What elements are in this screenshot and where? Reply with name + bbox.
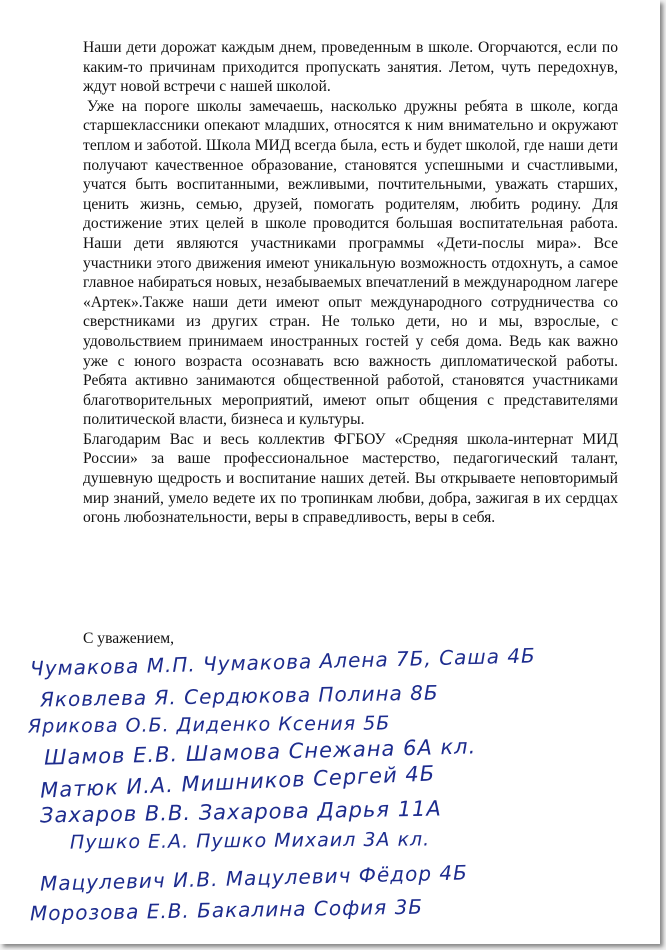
signature-block xyxy=(0,640,660,940)
signature-3: Яриковa О.Б. Диденко Ксения 5Б xyxy=(27,712,391,738)
letter-closing: С уважением, xyxy=(83,630,175,647)
letter-paragraph-2: Уже на пороге школы замечаешь, насколько дружны ребята в школе, когда старшеклассники опекают младших, относятся к ним внимательно и окружают теплом и заботой. Школа МИД всегда была, есть и будет школой, где наши дети получают качественное образование, становятся успешными и счастливыми, учатся быть воспитанными, вежливыми, почтительными, уважать старших, ценить жизнь, семью, друзей, помогать родителям, любить родину. Для достижение этих целей в школе проводится большая воспитательная работа. Наши дети являются участниками программы «Дети-послы мира». Все участники этого движения имеют уникальную возможность отдохнуть, а самое главное набираться новых, незабываемых впечатлений в международном лагере «Артек».Также наши дети имеют опыт международного сотрудничества со сверстниками из других стран. Не только дети, но и мы, взрослые, с удовольствием принимаем иностранных гостей у себя дома. Ведь как важно уже с юного возраста осознавать всю важность дипломатической работы. Ребята активно занимаются общественной работой, становятся участниками благотворительных мероприятий, имеют опыт общения с представителями политической власти, бизнеса и культуры. xyxy=(83,97,618,429)
signature-4: Шамов Е.В. Шамова Снежана 6А кл. xyxy=(43,734,477,770)
letter-paragraph-1: Наши дети дорожат каждым днем, проведенным в школе. Огорчаются, если по каким-то причинам приходится пропускать занятия. Летом, чуть передохнув, ждут новой встречи с нашей школой. xyxy=(83,39,618,96)
signature-1: Чумакова М.П. Чумакова Алена 7Б, Саша 4Б xyxy=(29,643,537,681)
letter-body xyxy=(83,38,618,528)
signature-5: Матюк И.А. Мишников Сергей 4Б xyxy=(39,761,436,803)
signature-9: Морозова Е.В. Бакалина София 3Б xyxy=(29,894,424,926)
signature-6: Захаров В.В. Захарова Дарья 11А xyxy=(39,796,442,828)
signature-2: Яковлева Я. Сердюкова Полина 8Б xyxy=(39,680,439,712)
signature-8: Мацулевич И.В. Мацулевич Фёдор 4Б xyxy=(39,860,469,896)
signature-7: Пушко Е.А. Пушко Михаил 3А кл. xyxy=(69,828,431,854)
letter-paragraph-3: Благодарим Вас и весь коллектив ФГБОУ «Средняя школа-интернат МИД России» за ваше профессиональное мастерство, педагогический талант, душевную щедрость и воспитание наших детей. Вы открываете неповторимый мир знаний, умело ведете их по тропинкам любви, добра, зажигая в их сердцах огонь любознательности, веры в справедливость, веры в себя. xyxy=(83,430,618,527)
